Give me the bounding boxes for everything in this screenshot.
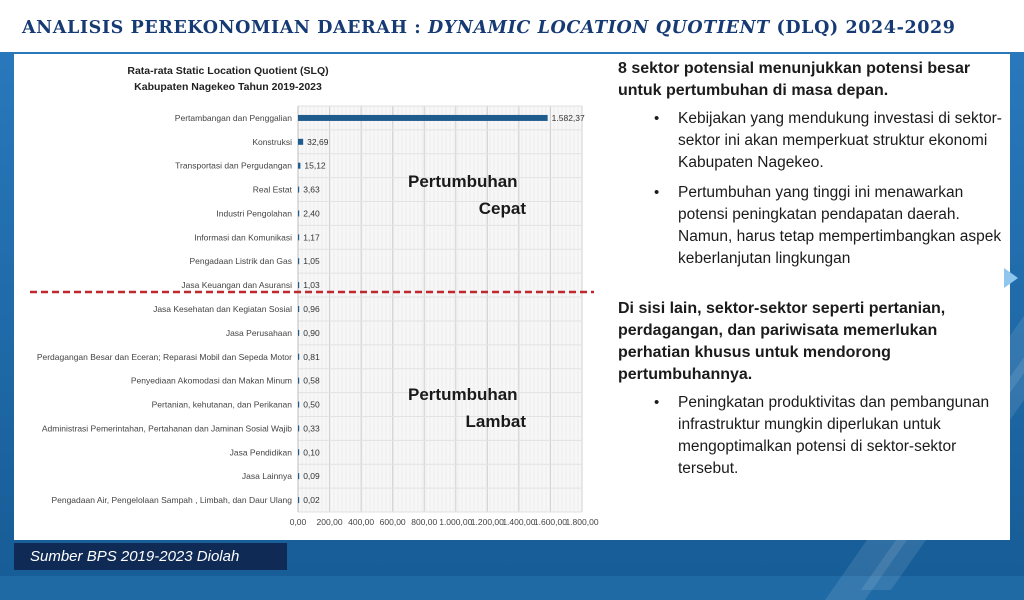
- bullet-item: [618, 108, 1008, 174]
- x-tick-label: 0,00: [289, 517, 307, 527]
- slide-title: [22, 18, 1012, 38]
- category-label: Perdagangan Besar dan Eceran; Reparasi Mobil dan Sepeda Motor: [36, 351, 292, 362]
- data-label: 0,81: [303, 351, 320, 362]
- bullet-dot-icon: •: [654, 184, 660, 201]
- data-label: 2,40: [303, 208, 320, 219]
- data-label: 0,33: [303, 423, 320, 434]
- chart-title: Rata-rata Static Location Quotient (SLQ): [127, 65, 329, 77]
- category-label: Pertanian, kehutanan, dan Perikanan: [151, 399, 292, 410]
- x-tick-label: 1.400,00: [502, 517, 536, 527]
- bar: [298, 449, 299, 455]
- data-label: 1,03: [303, 280, 320, 291]
- chart-subtitle: Kabupaten Nagekeo Tahun 2019-2023: [134, 81, 322, 93]
- bullet-list-1: [618, 108, 1008, 270]
- data-label: 0,96: [303, 304, 320, 314]
- data-label: 0,09: [303, 471, 320, 482]
- bar: [298, 354, 299, 360]
- x-tick-label: 600,00: [379, 517, 406, 527]
- data-label: 0,02: [303, 495, 320, 506]
- data-label: 0,50: [303, 399, 320, 410]
- annotation-slow-line2: Lambat: [465, 412, 526, 431]
- category-label: Jasa Perusahaan: [225, 327, 292, 338]
- category-label: Pertambangan dan Penggalian: [174, 112, 292, 123]
- heading-potential-sectors: 8 sektor potensial menunjukkan potensi besar untuk pertumbuhan di masa depan.: [618, 60, 971, 99]
- category-label: Real Estat: [252, 184, 292, 195]
- bar: [298, 330, 299, 336]
- category-label: Penyediaan Akomodasi dan Makan Minum: [130, 375, 292, 386]
- bar: [298, 115, 548, 121]
- category-label: Jasa Keuangan dan Asuransi: [181, 280, 292, 291]
- bar: [298, 402, 299, 408]
- category-label: Jasa Pendidikan: [229, 447, 292, 458]
- x-tick-label: 1.200,00: [470, 517, 504, 527]
- plot-background: [298, 106, 582, 512]
- category-label: Informasi dan Komunikasi: [194, 232, 292, 243]
- title-italic: DYNAMIC LOCATION QUOTIENT: [428, 18, 770, 38]
- x-tick-label: 400,00: [348, 517, 375, 527]
- content-panel: [14, 54, 1010, 540]
- bullet-list-2: [618, 392, 1008, 480]
- x-tick-label: 1.600,00: [533, 517, 567, 527]
- annotation-fast-line2: Cepat: [478, 199, 526, 218]
- category-label: Pengadaan Air, Pengelolaan Sampah , Limbah, dan Daur Ulang: [51, 495, 292, 506]
- bar: [298, 425, 299, 431]
- right-text-panel: [618, 58, 1008, 488]
- source-box: [14, 543, 287, 570]
- bar: [298, 210, 299, 216]
- x-tick-label: 1.800,00: [565, 517, 599, 527]
- bar: [298, 378, 299, 384]
- data-label: 32,69: [307, 136, 329, 147]
- bullet-text: Pertumbuhan yang tinggi ini menawarkan potensi peningkatan pendapatan daerah. Namun, harus tetap mempertimbangkan aspek keberlanjutan lingkungan: [678, 184, 1002, 267]
- bullet-dot-icon: •: [654, 394, 660, 411]
- data-label: 0,58: [303, 375, 320, 386]
- next-arrow-icon: [1004, 268, 1018, 288]
- title-part-1: ANALISIS PEREKONOMIAN DAERAH :: [22, 18, 429, 38]
- data-label: 1,05: [303, 256, 320, 267]
- heading-attention-sectors: Di sisi lain, sektor-sektor seperti pertanian, perdagangan, dan pariwisata memerlukan perhatian khusus untuk mendorong pertumbuhannya.: [618, 300, 946, 383]
- bullet-text: Peningkatan produktivitas dan pembangunan infrastruktur mungkin diperlukan untuk mengoptimalkan potensi di sektor-sektor tersebut.: [678, 394, 990, 477]
- bar: [298, 282, 299, 288]
- x-tick-label: 1.000,00: [439, 517, 473, 527]
- category-label: Jasa Kesehatan dan Kegiatan Sosial: [153, 304, 292, 314]
- data-label: 0,10: [303, 447, 320, 458]
- data-label: 15,12: [304, 160, 326, 171]
- bar: [298, 139, 303, 145]
- annotation-fast-line1: Pertumbuhan: [408, 172, 518, 191]
- slq-bar-chart: [14, 54, 608, 540]
- data-label: 3,63: [303, 184, 320, 195]
- bar: [298, 473, 299, 479]
- x-tick-label: 800,00: [411, 517, 438, 527]
- data-label: 1,17: [303, 232, 320, 243]
- bullet-dot-icon: •: [654, 110, 660, 127]
- annotation-slow-line1: Pertumbuhan: [408, 385, 518, 404]
- title-bar: [0, 0, 1024, 52]
- bar: [298, 258, 299, 264]
- category-label: Administrasi Pemerintahan, Pertahanan dan Jaminan Sosial Wajib: [41, 423, 292, 434]
- bullet-text: Kebijakan yang mendukung investasi di sektor-sektor ini akan memperkuat struktur ekonomi Kabupaten Nagekeo.: [678, 110, 1002, 171]
- bar: [298, 234, 299, 240]
- bar: [298, 497, 299, 503]
- category-label: Konstruksi: [252, 136, 292, 147]
- bar: [298, 163, 300, 169]
- category-label: Pengadaan Listrik dan Gas: [189, 256, 292, 267]
- bar: [298, 187, 299, 193]
- bullet-item: [618, 392, 1008, 480]
- title-part-2: (DLQ) 2024-2029: [769, 18, 956, 38]
- category-label: Industri Pengolahan: [216, 208, 292, 219]
- category-label: Jasa Lainnya: [241, 471, 292, 482]
- source-text: Sumber BPS 2019-2023 Diolah: [30, 548, 240, 565]
- category-label: Transportasi dan Pergudangan: [175, 160, 292, 171]
- bullet-item: [618, 182, 1008, 270]
- x-tick-label: 200,00: [316, 517, 343, 527]
- data-label: 0,90: [303, 327, 320, 338]
- bar: [298, 306, 299, 312]
- chart-area: [14, 54, 608, 540]
- data-label: 1.582,37: [551, 112, 585, 123]
